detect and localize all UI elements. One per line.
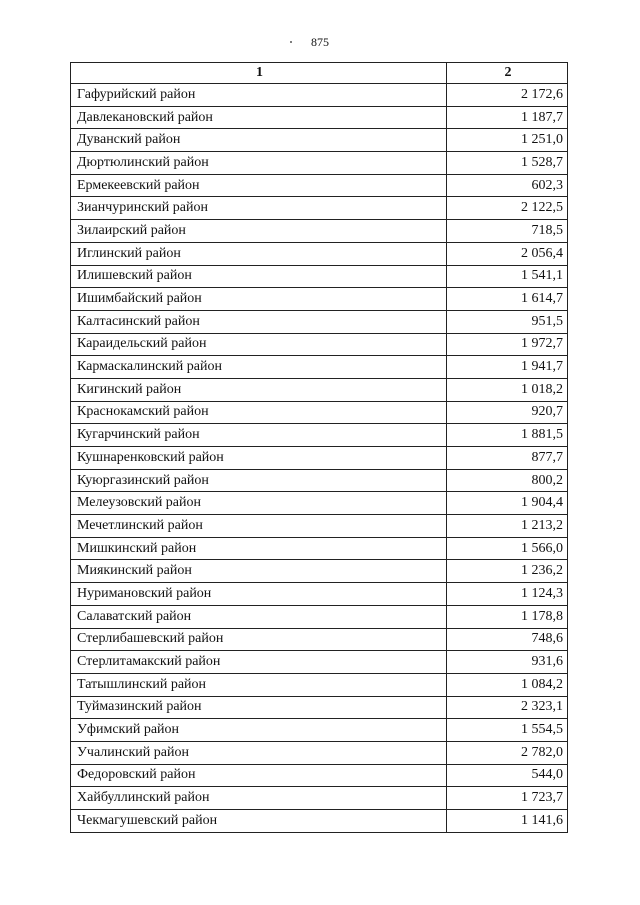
district-name-cell: Мишкинский район [71,537,447,560]
district-name-cell: Учалинский район [71,741,447,764]
value-cell: 1 904,4 [447,492,568,515]
value-cell: 748,6 [447,628,568,651]
table-row [71,696,568,719]
value-cell: 544,0 [447,764,568,787]
value-cell: 1 881,5 [447,424,568,447]
district-name-cell: Кармаскалинский район [71,356,447,379]
value-cell: 2 172,6 [447,84,568,107]
value-cell: 1 941,7 [447,356,568,379]
table-row [71,84,568,107]
table-header-row [71,63,568,84]
table-row [71,106,568,129]
district-name-cell: Калтасинский район [71,310,447,333]
district-name-cell: Гафурийский район [71,84,447,107]
district-name-cell: Кугарчинский район [71,424,447,447]
value-cell: 1 178,8 [447,605,568,628]
district-name-cell: Иглинский район [71,242,447,265]
table-row [71,447,568,470]
table-row [71,537,568,560]
value-cell: 2 782,0 [447,741,568,764]
district-name-cell: Кушнаренковский район [71,447,447,470]
value-cell: 920,7 [447,401,568,424]
table-row [71,242,568,265]
column-header-2: 2 [447,63,568,84]
value-cell: 1 554,5 [447,719,568,742]
district-name-cell: Нуримановский район [71,583,447,606]
value-cell: 1 187,7 [447,106,568,129]
table-row [71,719,568,742]
table-row [71,764,568,787]
table-row [71,220,568,243]
table-row [71,401,568,424]
value-cell: 718,5 [447,220,568,243]
value-cell: 951,5 [447,310,568,333]
value-cell: 1 084,2 [447,673,568,696]
table-row [71,288,568,311]
district-name-cell: Туймазинский район [71,696,447,719]
page-number: 875 [311,35,329,49]
district-name-cell: Мечетлинский район [71,515,447,538]
table-row [71,174,568,197]
value-cell: 2 323,1 [447,696,568,719]
value-cell: 1 614,7 [447,288,568,311]
district-name-cell: Стерлитамакский район [71,651,447,674]
table-row [71,310,568,333]
district-name-cell: Чекмагушевский район [71,810,447,833]
district-name-cell: Давлекановский район [71,106,447,129]
district-name-cell: Куюргазинский район [71,469,447,492]
district-name-cell: Караидельский район [71,333,447,356]
table-row [71,628,568,651]
district-name-cell: Стерлибашевский район [71,628,447,651]
table-row [71,605,568,628]
value-cell: 1 124,3 [447,583,568,606]
table-row [71,129,568,152]
table-row [71,810,568,833]
district-name-cell: Зианчуринский район [71,197,447,220]
table-row [71,424,568,447]
table-row [71,265,568,288]
district-name-cell: Салаватский район [71,605,447,628]
district-name-cell: Федоровский район [71,764,447,787]
district-name-cell: Илишевский район [71,265,447,288]
table-row [71,197,568,220]
value-cell: 877,7 [447,447,568,470]
district-name-cell: Хайбуллинский район [71,787,447,810]
value-cell: 800,2 [447,469,568,492]
district-name-cell: Дуванский район [71,129,447,152]
value-cell: 1 566,0 [447,537,568,560]
table-row [71,673,568,696]
table-row [71,787,568,810]
value-cell: 1 723,7 [447,787,568,810]
district-name-cell: Татышлинский район [71,673,447,696]
column-header-1: 1 [71,63,447,84]
table-row [71,515,568,538]
district-name-cell: Уфимский район [71,719,447,742]
value-cell: 1 541,1 [447,265,568,288]
value-cell: 1 528,7 [447,152,568,175]
table-body [71,84,568,833]
district-name-cell: Дюртюлинский район [71,152,447,175]
district-name-cell: Миякинский район [71,560,447,583]
value-cell: 1 236,2 [447,560,568,583]
value-cell: 602,3 [447,174,568,197]
district-name-cell: Мелеузовский район [71,492,447,515]
table-row [71,492,568,515]
table-row [71,741,568,764]
scan-speck [290,41,292,43]
table-row [71,583,568,606]
value-cell: 1 141,6 [447,810,568,833]
value-cell: 1 972,7 [447,333,568,356]
value-cell: 2 122,5 [447,197,568,220]
district-name-cell: Кигинский район [71,378,447,401]
value-cell: 2 056,4 [447,242,568,265]
value-cell: 1 213,2 [447,515,568,538]
district-name-cell: Ишимбайский район [71,288,447,311]
table-row [71,152,568,175]
table-row [71,378,568,401]
district-name-cell: Краснокамский район [71,401,447,424]
table-row [71,356,568,379]
district-name-cell: Зилаирский район [71,220,447,243]
district-name-cell: Ермекеевский район [71,174,447,197]
table-row [71,469,568,492]
value-cell: 1 018,2 [447,378,568,401]
table-row [71,651,568,674]
table-row [71,560,568,583]
district-table [70,62,568,833]
value-cell: 931,6 [447,651,568,674]
value-cell: 1 251,0 [447,129,568,152]
table-row [71,333,568,356]
